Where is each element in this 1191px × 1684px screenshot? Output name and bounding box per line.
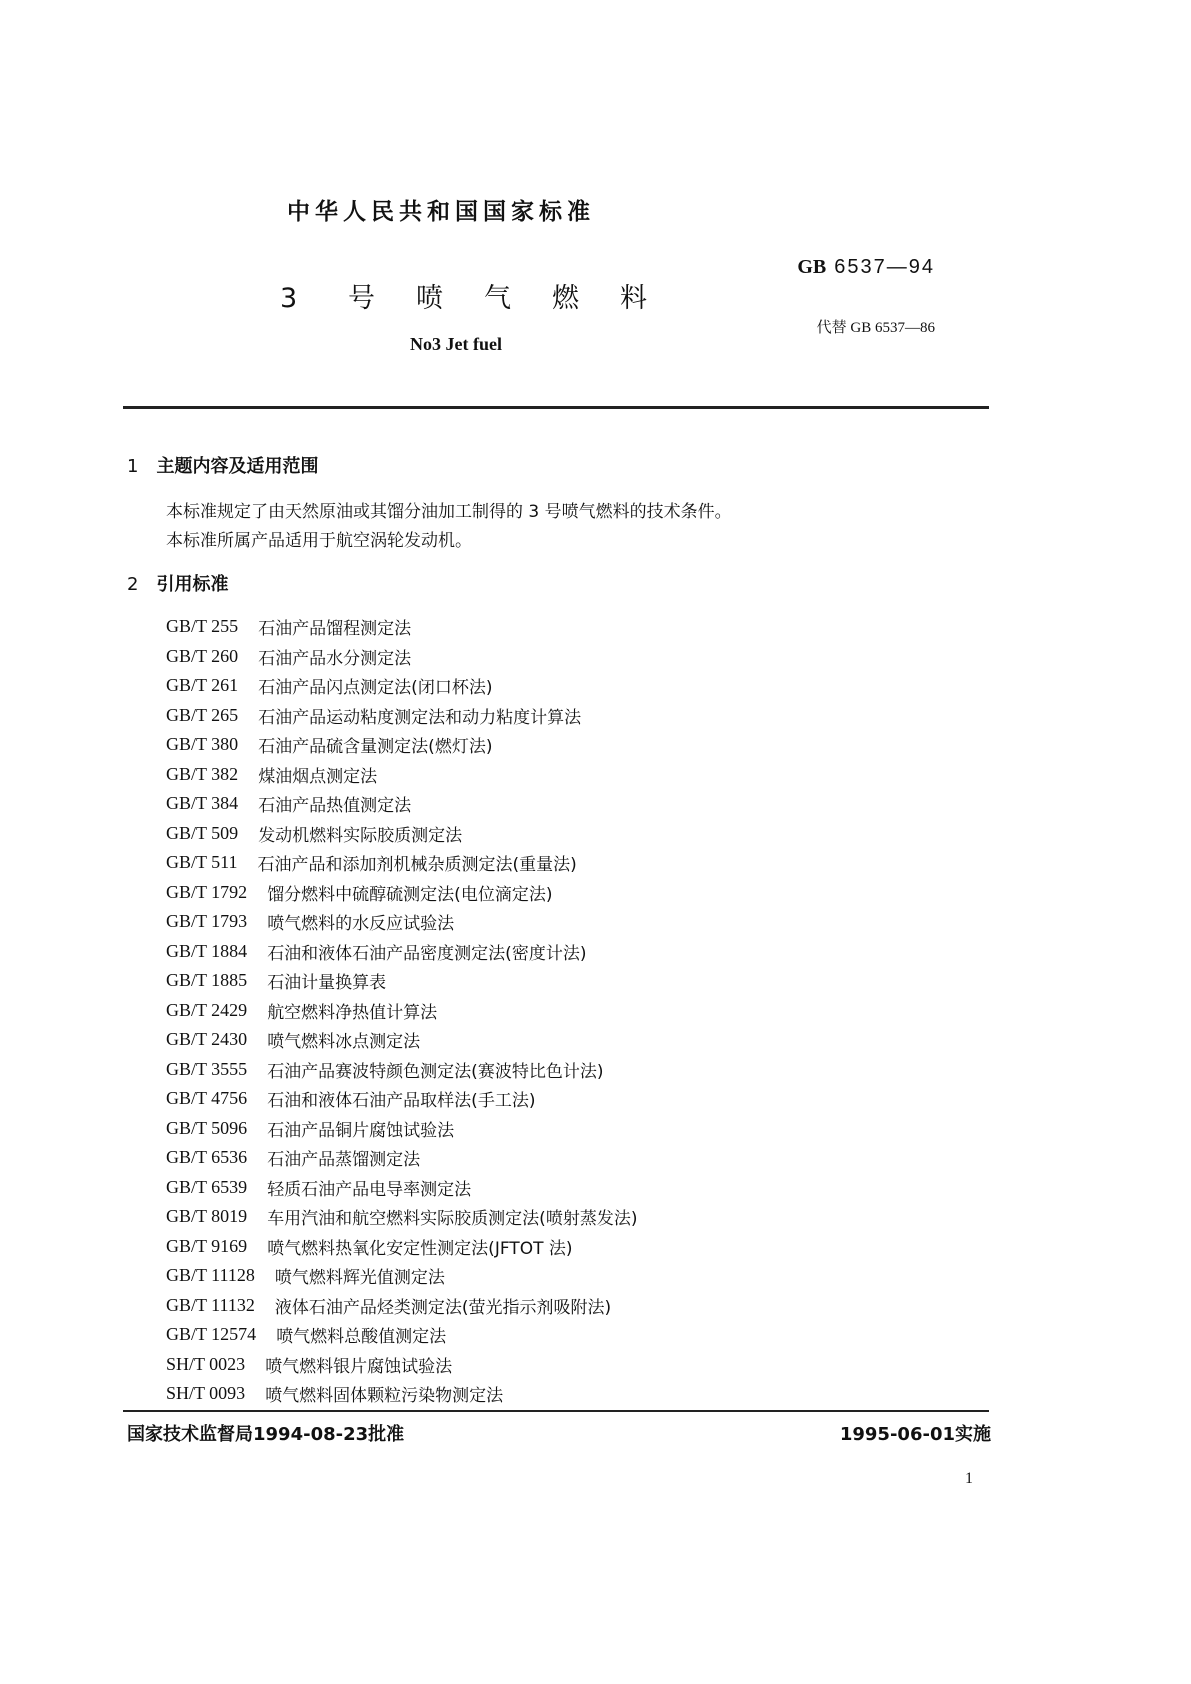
reference-title: 石油和液体石油产品取样法(手工法)	[267, 1091, 536, 1112]
reference-code: GB/T 261	[166, 675, 239, 696]
section-title: 引用标准	[156, 574, 229, 595]
reference-item	[166, 878, 637, 908]
reference-item	[166, 1055, 637, 1085]
standard-number	[797, 256, 935, 279]
reference-title: 石油产品水分测定法	[258, 648, 412, 669]
reference-code: GB/T 3555	[166, 1058, 248, 1079]
reference-title: 煤油烟点测定法	[258, 766, 378, 787]
reference-title: 石油产品热值测定法	[258, 796, 412, 817]
reference-code: GB/T 260	[166, 645, 239, 666]
reference-code: SH/T 0023	[166, 1353, 246, 1374]
paragraph: 本标准规定了由天然原油或其馏分油加工制得的 3 号喷气燃料的技术条件。	[166, 502, 732, 522]
reference-code: GB/T 382	[166, 763, 239, 784]
section-2-heading	[127, 570, 228, 596]
reference-code: GB/T 2429	[166, 999, 248, 1020]
reference-item	[166, 760, 637, 790]
reference-item	[166, 1379, 637, 1409]
doc-title	[280, 276, 688, 315]
section-title: 主题内容及适用范围	[156, 456, 319, 477]
reference-code: GB/T 1792	[166, 881, 248, 902]
reference-code: GB/T 265	[166, 704, 239, 725]
title-char: 燃	[552, 283, 579, 314]
reference-title: 车用汽油和航空燃料实际胶质测定法(喷射蒸发法)	[267, 1209, 638, 1230]
reference-item	[166, 1320, 637, 1350]
reference-item	[166, 671, 637, 701]
reference-code: GB/T 8019	[166, 1206, 248, 1227]
standard-prefix: GB	[797, 256, 827, 278]
footer-divider	[123, 1410, 989, 1412]
section-number: 1	[127, 456, 139, 477]
reference-title: 馏分燃料中硫醇硫测定法(电位滴定法)	[267, 884, 553, 905]
header-divider	[123, 406, 989, 409]
reference-title: 喷气燃料冰点测定法	[267, 1032, 421, 1053]
reference-item	[166, 1025, 637, 1055]
reference-item	[166, 1084, 637, 1114]
standard-code: 6537—94	[834, 256, 935, 278]
reference-item	[166, 789, 637, 819]
reference-title: 喷气燃料的水反应试验法	[267, 914, 455, 935]
reference-code: GB/T 6536	[166, 1147, 248, 1168]
reference-item	[166, 1173, 637, 1203]
reference-code: GB/T 511	[166, 852, 238, 873]
reference-item	[166, 996, 637, 1026]
reference-code: SH/T 0093	[166, 1383, 246, 1404]
section-1-heading	[127, 452, 318, 478]
reference-title: 喷气燃料银片腐蚀试验法	[265, 1356, 453, 1377]
reference-item	[166, 1114, 637, 1144]
reference-title: 石油产品赛波特颜色测定法(赛波特比色计法)	[267, 1061, 604, 1082]
replaces-note: 代替 GB 6537—86	[816, 320, 935, 336]
reference-code: GB/T 11128	[166, 1265, 255, 1286]
org-title: 中华人民共和国国家标准	[287, 199, 595, 225]
reference-code: GB/T 11132	[166, 1294, 255, 1315]
reference-title: 液体石油产品烃类测定法(萤光指示剂吸附法)	[274, 1297, 612, 1318]
reference-code: GB/T 5096	[166, 1117, 248, 1138]
reference-code: GB/T 380	[166, 734, 239, 755]
reference-code: GB/T 255	[166, 616, 239, 637]
title-char: 喷	[416, 283, 443, 314]
reference-title: 石油产品硫含量测定法(燃灯法)	[258, 737, 493, 758]
reference-title: 石油产品和添加剂机械杂质测定法(重量法)	[257, 855, 577, 876]
reference-title: 喷气燃料热氧化安定性测定法(JFTOT 法)	[267, 1238, 573, 1259]
reference-code: GB/T 9169	[166, 1235, 248, 1256]
reference-code: GB/T 1884	[166, 940, 248, 961]
reference-item	[166, 848, 637, 878]
reference-item	[166, 612, 637, 642]
reference-item	[166, 730, 637, 760]
reference-title: 喷气燃料辉光值测定法	[274, 1268, 445, 1289]
reference-item	[166, 642, 637, 672]
reference-code: GB/T 1793	[166, 911, 248, 932]
approval-note: 国家技术监督局1994-08-23批准	[127, 1424, 405, 1445]
reference-item	[166, 966, 637, 996]
reference-code: GB/T 2430	[166, 1029, 248, 1050]
reference-code: GB/T 4756	[166, 1088, 248, 1109]
reference-list	[166, 612, 637, 1409]
reference-code: GB/T 6539	[166, 1176, 248, 1197]
reference-title: 喷气燃料固体颗粒污染物测定法	[265, 1386, 504, 1407]
reference-title: 石油产品铜片腐蚀试验法	[267, 1120, 455, 1141]
title-char: 气	[484, 283, 511, 314]
paragraph: 本标准所属产品适用于航空涡轮发动机。	[166, 531, 472, 551]
reference-code: GB/T 509	[166, 822, 239, 843]
reference-item	[166, 1202, 637, 1232]
reference-title: 发动机燃料实际胶质测定法	[258, 825, 463, 846]
section-number: 2	[127, 574, 139, 595]
reference-item	[166, 1143, 637, 1173]
effective-date: 1995-06-01实施	[839, 1424, 991, 1445]
reference-title: 石油产品运动粘度测定法和动力粘度计算法	[258, 707, 582, 728]
reference-item	[166, 1261, 637, 1291]
reference-title: 航空燃料净热值计算法	[267, 1002, 438, 1023]
reference-item	[166, 819, 637, 849]
reference-title: 轻质石油产品电导率测定法	[267, 1179, 472, 1200]
reference-item	[166, 701, 637, 731]
reference-code: GB/T 384	[166, 793, 239, 814]
title-char: 3	[280, 283, 298, 314]
reference-title: 石油和液体石油产品密度测定法(密度计法)	[267, 943, 587, 964]
page-number: 1	[965, 1470, 973, 1487]
reference-code: GB/T 12574	[166, 1324, 257, 1345]
title-char: 号	[348, 283, 375, 314]
title-char: 料	[620, 283, 647, 314]
reference-item	[166, 1232, 637, 1262]
reference-title: 石油产品蒸馏测定法	[267, 1150, 421, 1171]
reference-item	[166, 1350, 637, 1380]
reference-item	[166, 937, 637, 967]
reference-title: 石油产品闪点测定法(闭口杯法)	[258, 678, 493, 699]
english-title: No3 Jet fuel	[410, 334, 502, 354]
reference-item	[166, 1291, 637, 1321]
reference-title: 石油计量换算表	[267, 973, 387, 994]
reference-code: GB/T 1885	[166, 970, 248, 991]
reference-title: 喷气燃料总酸值测定法	[276, 1327, 447, 1348]
reference-item	[166, 907, 637, 937]
reference-title: 石油产品馏程测定法	[258, 619, 412, 640]
